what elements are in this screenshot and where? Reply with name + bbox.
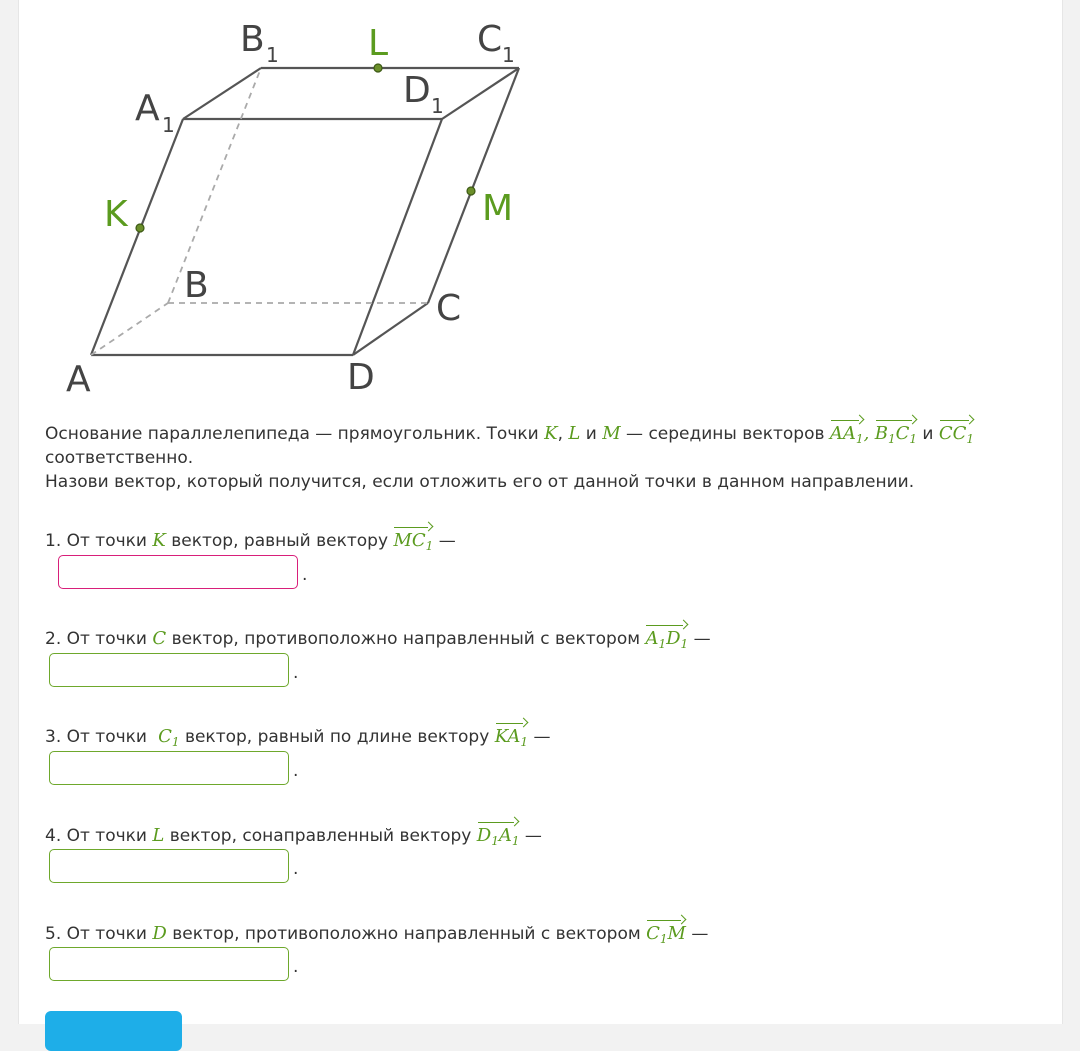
question-4-vector: $D_1A_1$ <box>476 825 520 848</box>
vector-aa1: $AA_1$ <box>829 423 864 446</box>
intro-and-1: и <box>585 424 597 444</box>
point-label-m: M <box>482 188 514 229</box>
vertex-label-a: A <box>66 359 91 400</box>
point-l-marker <box>374 64 382 72</box>
vertex-sub-b1: 1 <box>266 43 279 67</box>
answer-input-3[interactable] <box>49 751 289 785</box>
question-1: 1. От точки K вектор, равный вектору $MC_1$ — <box>45 530 456 553</box>
question-5: 5. От точки D вектор, противоположно направленный с вектором $C_1M$ — <box>45 923 709 946</box>
vertex-label-d1: D <box>403 70 431 111</box>
point-m-marker <box>467 187 475 195</box>
answer-input-5[interactable] <box>49 947 289 981</box>
answer-4-period: . <box>293 859 299 879</box>
vertex-sub-a1: 1 <box>162 113 175 137</box>
answer-3-period: . <box>293 761 299 781</box>
answer-input-4[interactable] <box>49 849 289 883</box>
vertex-label-c1: C <box>477 19 503 60</box>
point-k-ref: K <box>544 423 558 444</box>
comma: , <box>863 423 870 444</box>
intro-and-2: и <box>922 424 934 444</box>
question-1-vector: $MC_1$ <box>393 530 434 553</box>
comma: , <box>557 424 563 444</box>
vertex-sub-d1: 1 <box>431 94 444 118</box>
question-3-point: $C_1$ <box>158 726 180 749</box>
hidden-edge-a-b <box>91 303 168 355</box>
question-4: 4. От точки L вектор, сонаправленный вектору $D_1A_1$ — <box>45 825 542 848</box>
answer-input-2[interactable] <box>49 653 289 687</box>
answer-1-period: . <box>302 565 308 585</box>
intro-line-2: соответственно. <box>45 448 194 468</box>
intro-text-2: — середины векторов <box>626 424 825 444</box>
answer-5-period: . <box>293 957 299 977</box>
question-5-vector: $C_1M$ <box>646 923 686 946</box>
question-2: 2. От точки C вектор, противоположно направленный с вектором $A_1D_1$ — <box>45 628 711 651</box>
point-l-ref: L <box>568 423 581 444</box>
vector-b1c1: $B_1C_1$ <box>874 423 917 446</box>
vertex-label-a1: A <box>135 88 160 129</box>
point-label-k: K <box>104 194 128 235</box>
vertex-label-c: C <box>436 288 462 329</box>
vertex-sub-c1: 1 <box>502 43 515 67</box>
edge-a1-b1 <box>183 68 261 119</box>
parallelepiped-figure <box>0 0 560 410</box>
edge-a-a1 <box>91 119 183 355</box>
edge-d1-c1 <box>442 68 519 119</box>
hidden-edge-b-b1 <box>168 68 261 303</box>
vertex-label-b: B <box>184 265 209 306</box>
answer-2-period: . <box>293 663 299 683</box>
intro-line-3: Назови вектор, который получится, если отложить его от данной точки в данном направлении. <box>45 472 915 492</box>
intro-line-1 <box>45 423 974 445</box>
question-3: 3. От точки $C_1$ вектор, равный по длине вектору $KA_1$ — <box>45 726 551 749</box>
question-2-point: C <box>152 628 167 649</box>
vector-cc1: $CC_1$ <box>938 423 975 446</box>
intro-text-1: Основание параллелепипеда — прямоугольник. Точки <box>45 424 539 444</box>
point-m-ref: M <box>602 423 621 444</box>
question-4-point: L <box>152 825 165 846</box>
vertex-label-b1: B <box>240 19 265 60</box>
question-5-point: D <box>152 923 167 944</box>
question-2-vector: $A_1D_1$ <box>645 628 689 651</box>
question-1-point: K <box>152 530 166 551</box>
vertex-label-d: D <box>347 357 375 398</box>
answer-input-1[interactable] <box>58 555 298 589</box>
submit-button[interactable] <box>45 1011 182 1051</box>
point-k-marker <box>136 224 144 232</box>
edge-d-d1 <box>353 119 442 355</box>
edge-d-c <box>353 303 428 355</box>
question-3-vector: $KA_1$ <box>494 726 529 749</box>
point-label-l: L <box>368 23 389 64</box>
